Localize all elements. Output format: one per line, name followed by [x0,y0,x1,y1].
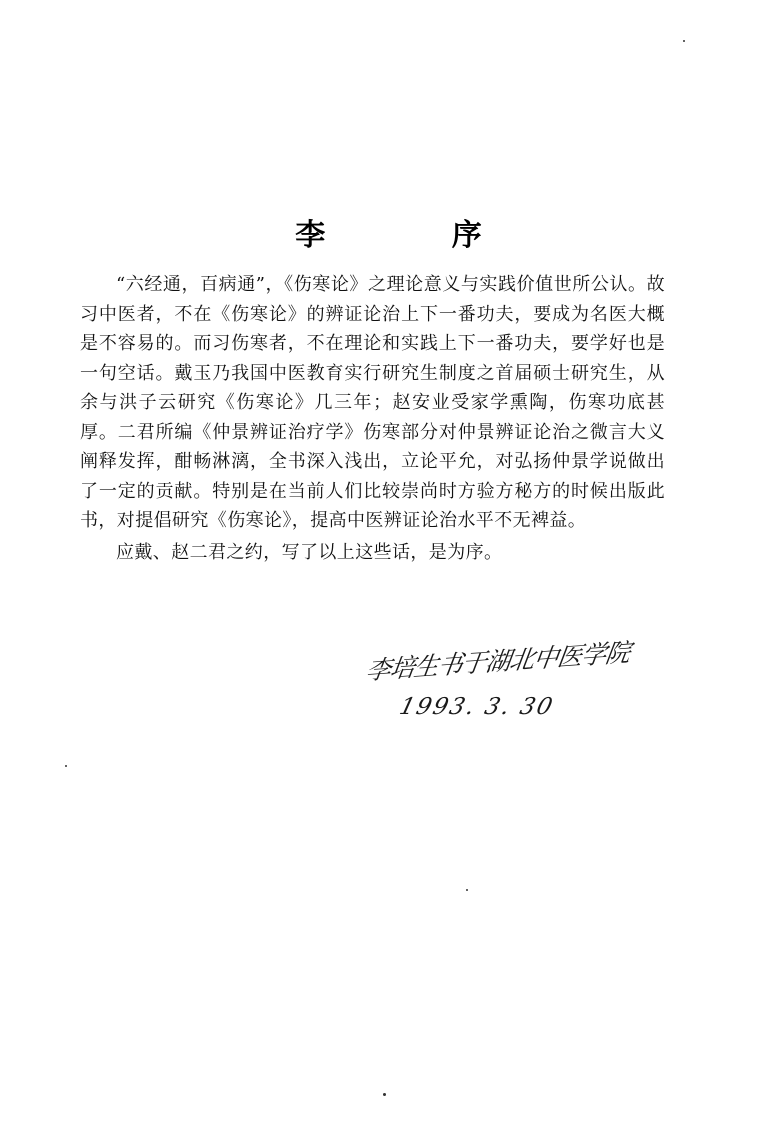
scan-speck [65,765,67,767]
preface-paragraph-2: 应戴、赵二君之约，写了以上这些话，是为序。 [116,541,503,563]
page-title: 李 序 [295,218,540,253]
preface-body [80,270,665,567]
signature-date: 1993. 3. 30 [396,694,557,720]
scan-speck [683,40,685,42]
signature-block [348,637,668,720]
scan-speck [383,1093,386,1096]
preface-paragraph-1: “六经通，百病通”，《伤寒论》之理论意义与实践价值世所公认。故习中医者，不在《伤寒论》的辨证论治上下一番功夫，要成为名医大概是不容易的。而习伤寒者，不在理论和实践上下一番功夫，要学好也是一句空话。戴玉乃我国中医教育实行研究生制度之首届硕士研究生，从余与洪子云研究《伤寒论》几三年；赵安业受家学熏陶，伤寒功底甚厚。二君所编《仲景辨证治疗学》伤寒部分对仲景辨证论治之微言大义阐释发挥，酣畅淋漓，全书深入浅出，立论平允，对弘扬仲景学说做出了一定的贡献。特别是在当前人们比较崇尚时方验方秘方的时候出版此书，对提倡研究《伤寒论》，提高中医辨证论治水平不无裨益。 [80,274,665,531]
signature-name: 李培生书于湖北中医学院 [364,637,632,686]
scan-speck [466,889,468,891]
